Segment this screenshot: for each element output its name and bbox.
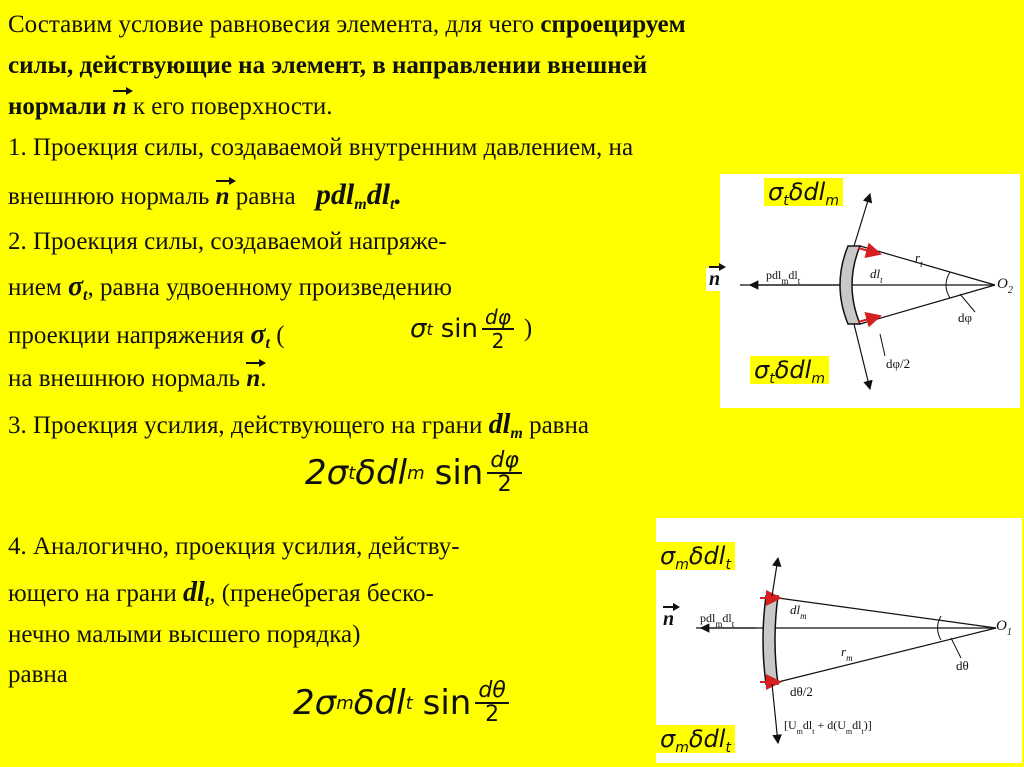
normal-vector-n: n — [246, 365, 261, 392]
fig1-r-label: $r_t$ — [915, 250, 923, 269]
fig2-r-label: $r_m$ — [841, 644, 853, 663]
intro-paragraph — [8, 10, 1008, 40]
fig2-normal-label: n — [660, 608, 677, 631]
item1-text: внешнюю нормаль — [8, 183, 210, 210]
fig2-half-angle-label: dθ/2 — [790, 684, 813, 699]
intro-bold-text: спроецируем — [540, 11, 686, 38]
fig1-force-label: $pdl_mdl_t$ — [766, 268, 801, 286]
item4-line4: равна — [8, 661, 68, 688]
fig1-bottom-label: $\sigma_t\delta dl_m$ — [750, 354, 829, 395]
normal-vector-n: n — [112, 93, 127, 120]
intro-text-1: Составим условие равновесия элемента, для чего — [8, 11, 535, 38]
fig1-normal-label: n — [706, 268, 723, 291]
item2-inline-formula: σ t sin $\frac{d\varphi}{2}$ ) — [410, 305, 533, 353]
fig2-angle-label: dθ — [956, 658, 969, 673]
fig2-bracket-label: $[U_mdl_t + d(U_mdl_t)]$ — [784, 718, 872, 736]
item3-formula: 2σ t δdl m sin $\frac{d\varphi}{2}$ — [305, 450, 522, 496]
item1-equals-text: равна — [235, 183, 296, 210]
fig2-o-label: $O_1$ — [996, 618, 1012, 638]
fig2-top-label: $\sigma_m\delta dl_t$ — [656, 540, 735, 581]
item4-formula: 2σ m δdl t sin $\frac{d\theta}{2}$ — [293, 680, 509, 726]
shell-element — [763, 596, 778, 684]
intro-line-2: силы, действующие на элемент, в направлении внешней — [8, 52, 648, 79]
figure-2 — [656, 518, 1022, 763]
fig1-o-label: $O_2$ — [997, 276, 1013, 296]
fig1-angle-label: dφ — [958, 310, 973, 325]
item2-line3: проекции напряжения $\sigma_t$ ( — [8, 319, 285, 352]
fig2-bottom-label: $\sigma_m\delta dl_t$ — [656, 723, 735, 764]
item3-line1: 3. Проекция усилия, действующего на грани $dl_m$ равна — [8, 409, 589, 442]
item4-line3: нечно малыми высшего порядка) — [8, 621, 361, 648]
intro-text-3: к его поверхности. — [132, 93, 333, 120]
item2-line2: нием $\sigma_t$, равна удвоенному произведению — [8, 271, 452, 304]
item1-expression: $pdl_mdl_t$. — [315, 178, 402, 213]
item1-line2 — [8, 180, 402, 220]
fig1-dl-label: $dl_t$ — [870, 266, 883, 285]
fig1-top-label: $\sigma_t\delta dl_m$ — [760, 174, 847, 219]
fig2-dl-label: $dl_m$ — [790, 602, 807, 621]
fig1-half-angle-label: dφ/2 — [886, 356, 911, 371]
intro-line-3: нормали n к его поверхности. — [8, 93, 333, 120]
item2-line4: на внешнюю нормаль n. — [8, 365, 267, 392]
figure-1 — [720, 174, 1020, 408]
item1-line1: 1. Проекция силы, создаваемой внутренним давлением, на — [8, 134, 634, 161]
fig2-force-label: $pdl_mdl_t$ — [700, 611, 735, 629]
item4-line2: ющего на грани $dl_t$, (пренебрегая беско- — [8, 577, 434, 610]
item4-line1: 4. Аналогично, проекция усилия, действу- — [8, 533, 460, 560]
item2-line1: 2. Проекция силы, создаваемой напряже- — [8, 228, 447, 255]
normal-vector-n: n — [215, 183, 230, 210]
